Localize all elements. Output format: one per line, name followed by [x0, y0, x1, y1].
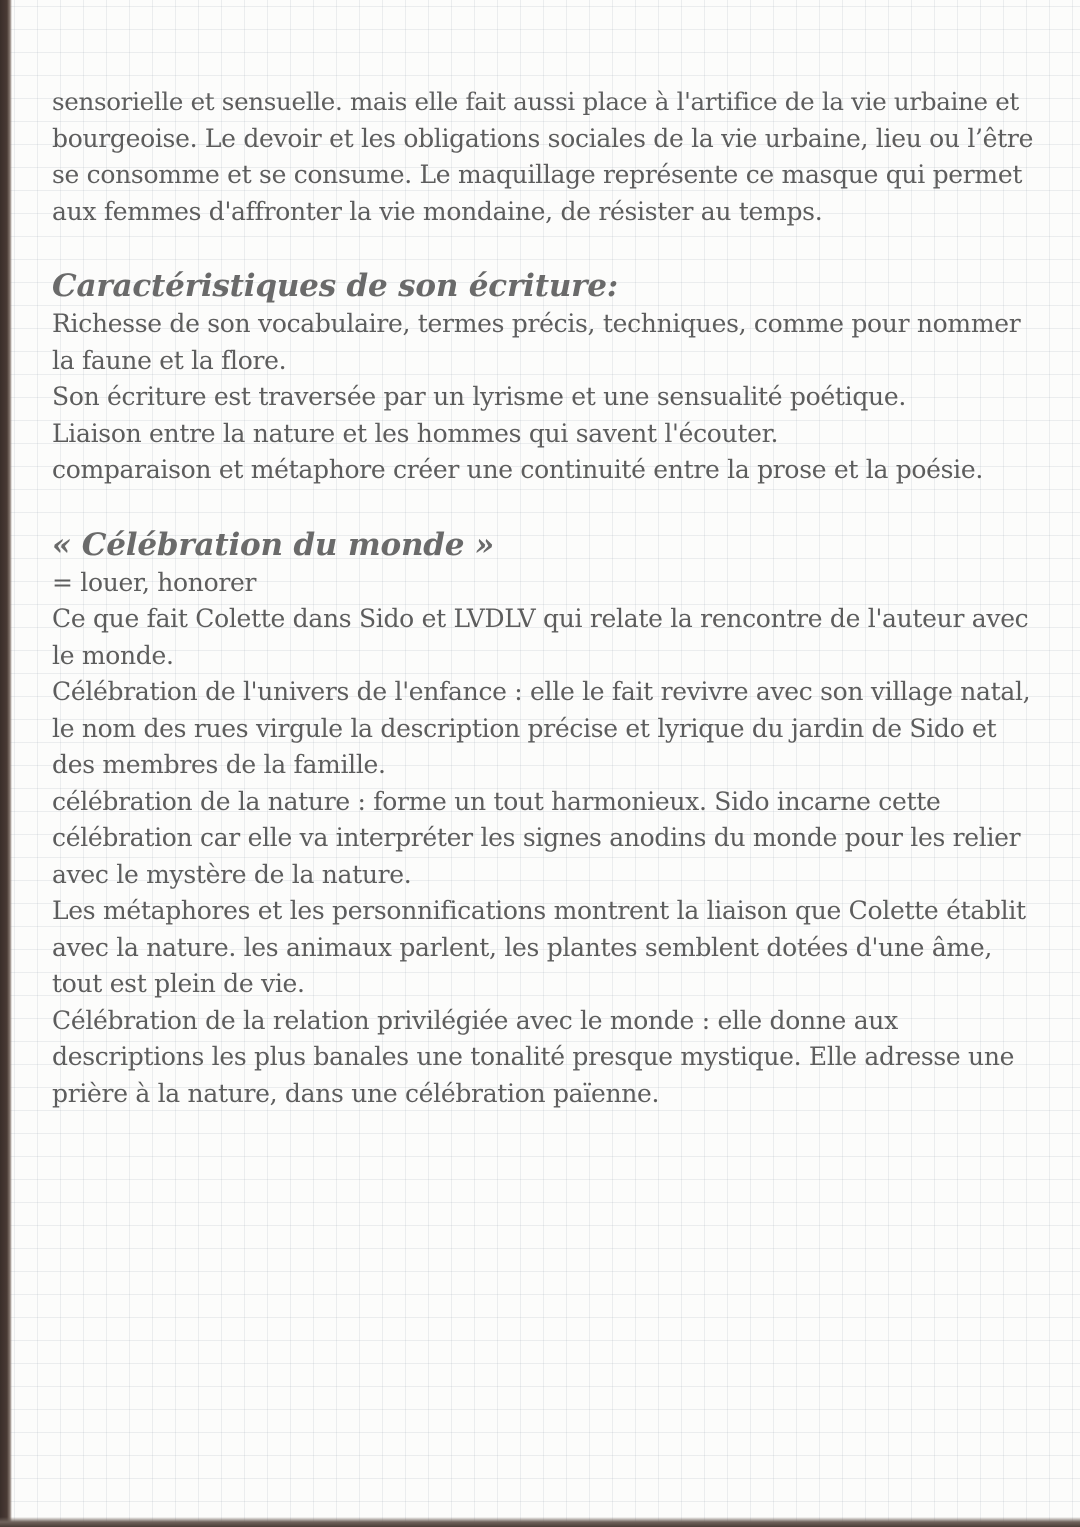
text-line: la faune et la flore. — [52, 345, 287, 375]
text-line: célébration car elle va interpréter les signes anodins du monde pour les relier — [52, 823, 1021, 852]
text-line: sensorielle et sensuelle. mais elle fait aussi place à l'artifice de la vie urbaine et — [52, 87, 1019, 116]
text-line: célébration de la nature : forme un tout harmonieux. Sido incarne cette — [52, 786, 941, 816]
text-line: Célébration de l'univers de l'enfance : elle le fait revivre avec son village natal, — [52, 677, 1031, 706]
text-line: = louer, honorer — [52, 567, 257, 597]
text-line: avec la nature. les animaux parlent, les plantes semblent dotées d'une âme, — [52, 932, 992, 962]
text-line: comparaison et métaphore créer une continuité entre la prose et la poésie. — [52, 455, 984, 484]
section-heading-writing: Caractéristiques de son écriture: — [52, 268, 619, 304]
text-line: prière à la nature, dans une célébration païenne. — [52, 1078, 660, 1108]
text-line: Liaison entre la nature et les hommes qui savent l'écouter. — [52, 418, 779, 448]
page-bottom-edge — [0, 1517, 1080, 1527]
text-line: le monde. — [52, 640, 174, 670]
text-line: des membres de la famille. — [52, 750, 386, 779]
text-line: Son écriture est traversée par un lyrisme et une sensualité poétique. — [52, 382, 906, 411]
text-line: Les métaphores et les personnifications montrent la liaison que Colette établit — [52, 896, 1026, 925]
writing-paragraph — [52, 306, 1037, 489]
page-content — [52, 84, 1037, 1112]
text-line: tout est plein de vie. — [52, 969, 305, 998]
section-heading-celebration: « Célébration du monde » — [52, 526, 495, 563]
text-line: Ce que fait Colette dans Sido et LVDLV qui relate la rencontre de l'auteur avec — [52, 604, 1029, 633]
intro-paragraph — [52, 84, 1037, 230]
celebration-paragraph — [52, 565, 1037, 1113]
text-line: se consomme et se consume. Le maquillage représente ce masque qui permet — [52, 160, 1023, 189]
text-line: avec le mystère de la nature. — [52, 859, 412, 889]
text-line: descriptions les plus banales une tonalité presque mystique. Elle adresse une — [52, 1042, 1015, 1071]
page-left-edge — [0, 0, 12, 1527]
text-line: aux femmes d'affronter la vie mondaine, de résister au temps. — [52, 196, 823, 226]
text-line: Richesse de son vocabulaire, termes précis, techniques, comme pour nommer — [52, 309, 1021, 338]
text-line: le nom des rues virgule la description précise et lyrique du jardin de Sido et — [52, 713, 997, 743]
text-line: Célébration de la relation privilégiée avec le monde : elle donne aux — [52, 1005, 898, 1035]
text-line: bourgeoise. Le devoir et les obligations sociales de la vie urbaine, lieu ou l’être — [52, 123, 1034, 153]
